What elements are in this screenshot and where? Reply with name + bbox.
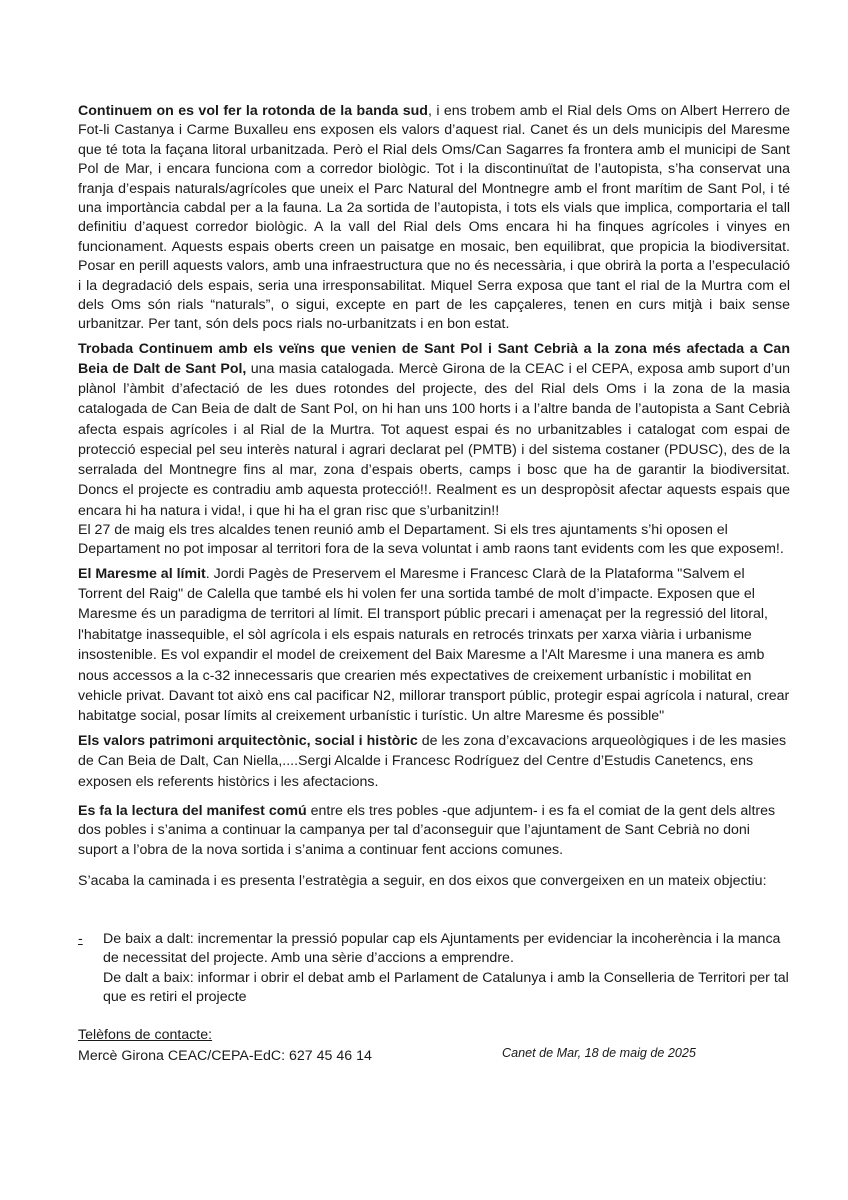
- heading-manifest: Es fa la lectura del manifest comú: [78, 802, 307, 819]
- contact-phone: Mercè Girona CEAC/CEPA-EdC: 627 45 46 14: [78, 1048, 372, 1065]
- heading-rotonda-sud: Continuem on es vol fer la rotonda de la banda sud: [78, 103, 428, 119]
- heading-valors-patrimoni: Els valors patrimoni arquitectònic, social i històric: [78, 732, 418, 749]
- dash-marker: -: [78, 931, 83, 947]
- text-valors-patrimoni: de les zona d’excavacions arqueològiques i de les masies de Can Beia de Dalt, Can Niella,....Sergi Alcalde i Francesc Rodríguez del Centre d’Estudis Canetencs, ens exposen els referents històrics i les afectacions.: [78, 732, 787, 790]
- paragraph-rial-oms: [78, 102, 790, 335]
- paragraph-estrategia: S’acaba la caminada i es presenta l’estratègia a seguir, en dos eixos que convergeixen en un mateix objectiu:: [78, 873, 767, 890]
- list-item: [78, 930, 790, 1008]
- contact-block: [78, 1026, 372, 1067]
- paragraph-reunio-alcaldes: El 27 de maig els tres alcaldes tenen reunió amb el Departament. Si els tres ajuntaments s’hi oposen el Departament no pot imposar al territori fora de la seva voluntat i amb raons tant evidents com les que exposem!.: [78, 521, 784, 558]
- text-manifest: entre els tres pobles -que adjuntem- i es fa el comiat de la gent dels altres dos pobles i s’anima a continuar la campanya per tal d’aconseguir que l’ajuntament de Sant Cebrià no doni suport a l’obra de la nova sortida i s’anima a continuar fent accions comunes.: [78, 802, 776, 858]
- list-item-dalt-a-baix: De dalt a baix: informar i obrir el debat amb el Parlament de Catalunya i amb la Conselleria de Territori per tal que es retiri el projecte: [103, 969, 789, 1006]
- paragraph-manifest: [78, 802, 790, 860]
- paragraph-can-beia: [78, 339, 790, 521]
- document-date: Canet de Mar, 18 de maig de 2025: [502, 1046, 696, 1060]
- contact-title: Telèfons de contacte:: [78, 1027, 213, 1043]
- text-can-beia: una masia catalogada. Mercè Girona de la CEAC i el CEPA, exposa amb suport d’un plànol l’àmbit d’afectació de les dues rotondes del projecte, des del Rial dels Oms i la zona de la masia catalogada de Can Beia de dalt de Sant Pol, on hi han uns 100 horts i a l’altre banda de l’autopista a Sant Cebrià afecta espais agrícoles i al Rial de la Murtra. Tot aquest espai és no urbanitzables i catalogat com espai de protecció especial pel seu interès natural i agrari declarat pel (PMTB) i del sistema costaner (PDUSC), des de la serralada del Montnegre fins al mar, zona d’espais oberts, camps i bosc que ha de garantir la biodiversitat. Doncs el projecte es contradiu amb aquesta protecció!!. Realment es un despropòsit afectar aquests espais que encara hi ha natura i vida!, i que hi ha el gran risc que s’urbanitzin!!: [78, 361, 790, 519]
- heading-trobada: Trobada Continuem amb els veïns que venien de Sant Pol i Sant Cebrià a la zona més afectada a Can Beia de Dalt de Sant Pol,: [78, 340, 790, 378]
- list-item-baix-a-dalt: De baix a dalt: incrementar la pressió popular cap els Ajuntaments per evidenciar la incoherència i la manca de necessitat del projecte. Amb una sèrie d’accions a emprendre.: [103, 931, 781, 967]
- paragraph-valors-patrimoni: [78, 731, 790, 792]
- report-body: [78, 102, 790, 892]
- strategy-list: [78, 930, 790, 1008]
- text-rial-oms: , i ens trobem amb el Rial dels Oms on Albert Herrero de Fot-li Castanya i Carme Buxalleu ens exposen els valors d’aquest rial. Canet és un dels municipis del Maresme que té tota la façana litoral urbanitzada. Però el Rial dels Oms/Can Sagarres fa frontera amb el municipi de Sant Pol de Mar, i encara funciona com a corredor biològic. Tot i la discontinuïtat de l’autopista, s’ha conservat una franja d’espais naturals/agrícoles que uneix el Parc Natural del Montnegre amb el front marítim de Sant Pol, i té una importància cabdal per a la fauna. La 2a sortida de l’autopista, i tots els vials que implica, comportaria el tall definitiu d’aquest corredor biològic. A la vall del Rial dels Oms encara hi ha finques agrícoles i vinyes en funcionament. Aquests espais oberts creen un paisatge en mosaic, ben equilibrat, que propicia la biodiversitat. Posar en perill aquests valors, amb una infraestructura que no és necessària, i que obrirà la porta a l’especulació i la degradació dels espais, seria una irresponsabilitat. Miquel Serra exposa que tant el rial de la Murtra com el dels Oms són rials “naturals”, o sigui, excepte en part de les capçaleres, tenen en curs mitjà i baix sense urbanitzar. Per tant, són dels pocs rials no-urbanitzats i en bon estat.: [78, 103, 790, 333]
- heading-maresme-limit: El Maresme al límit: [78, 565, 206, 582]
- text-maresme-limit: . Jordi Pagès de Preservem el Maresme i Francesc Clarà de la Plataforma "Salvem el Torrent del Raig" de Calella que també els hi volen fer una sortida també de molt d’impacte. Exposen que el Maresme és un paradigma de territori al límit. El transport públic precari i amenaçat per la regressió del litoral, l'habitatge inassequible, el sòl agrícola i els espais naturals en retrocés trinxats per xarxa viària i urbanisme insostenible. Es vol expandir el model de creixement del Baix Maresme a l'Alt Maresme i una manera es amb nous accessos a la c-32 innecessaris que crearien més expectatives de creixement urbanístic i mobilitat en vehicle privat. Davant tot això ens cal pacificar N2, millorar transport públic, protegir espai agrícola i natural, crear habitatge social, posar límits al creixement urbanístic i turístic. Un altre Maresme és possible": [78, 565, 790, 725]
- paragraph-maresme-limit: [78, 564, 790, 727]
